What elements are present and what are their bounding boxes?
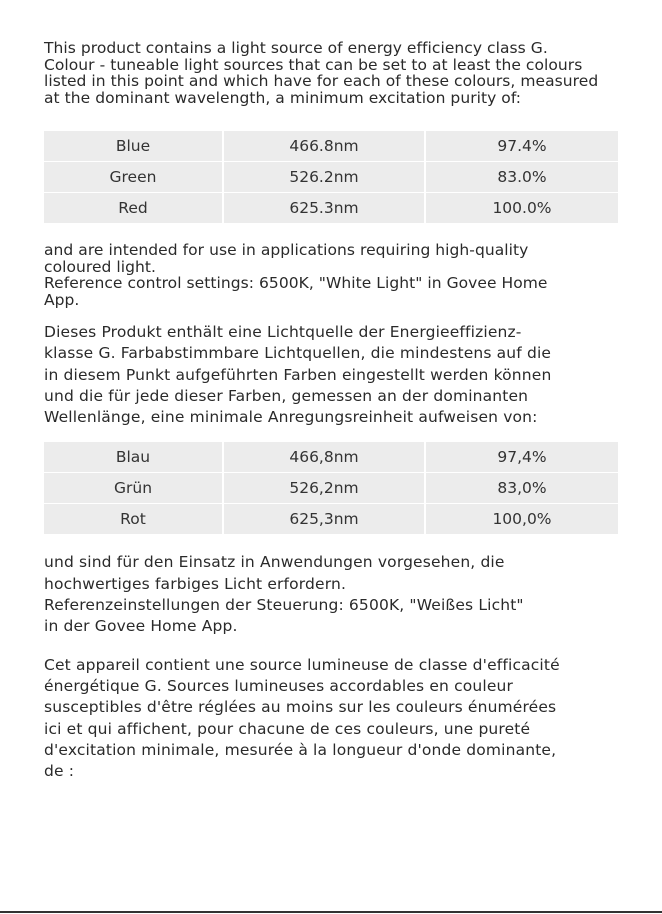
text-line: susceptibles d'être réglées au moins sur les couleurs énumérées xyxy=(44,698,557,717)
color-cell: Red xyxy=(118,199,148,217)
english-outro-paragraph xyxy=(44,242,624,308)
table-row xyxy=(44,473,618,504)
text-line: klasse G. Farbabstimmbare Lichtquellen, die mindestens auf die xyxy=(44,344,552,363)
color-cell: Green xyxy=(44,162,222,193)
text-line: listed in this point and which have for each of these colours, measured xyxy=(44,72,599,90)
text-line: énergétique G. Sources lumineuses accordables en couleur xyxy=(44,676,514,695)
german-section xyxy=(44,322,624,638)
german-purity-table xyxy=(44,442,618,534)
text-line: und sind für den Einsatz in Anwendungen vorgesehen, die xyxy=(44,553,505,572)
table-row xyxy=(44,442,618,473)
text-line: Referenzeinstellungen der Steuerung: 6500K, "Weißes Licht" xyxy=(44,596,524,615)
text-line: Wellenlänge, eine minimale Anregungsreinheit aufweisen von: xyxy=(44,408,538,427)
purity-cell: 83.0% xyxy=(424,162,618,193)
color-cell: Blau xyxy=(44,442,222,473)
english-purity-table xyxy=(44,131,618,223)
text-line: hochwertiges farbiges Licht erfordern. xyxy=(44,574,347,593)
text-line: Cet appareil contient une source lumineuse de classe d'efficacité xyxy=(44,655,560,674)
text-line: coloured light. xyxy=(44,257,156,276)
page-bottom-rule xyxy=(0,911,662,913)
french-intro-paragraph xyxy=(44,655,624,783)
french-section xyxy=(44,655,624,783)
wavelength-cell: 466,8nm xyxy=(222,442,424,473)
color-cell: Grün xyxy=(44,473,222,504)
color-cell: Blue xyxy=(44,131,222,162)
document-page xyxy=(44,40,624,782)
table-row xyxy=(44,131,618,162)
text-line: at the dominant wavelength, a minimum excitation purity of: xyxy=(44,88,522,107)
german-outro-paragraph xyxy=(44,552,624,637)
wavelength-cell: 526.2nm xyxy=(222,162,424,193)
wavelength-cell: 466.8nm xyxy=(222,131,424,162)
purity-cell: 97,4% xyxy=(424,442,618,473)
text-line: in diesem Punkt aufgeführten Farben eingestellt werden können xyxy=(44,365,552,384)
text-line: ici et qui affichent, pour chacune de ces couleurs, une pureté xyxy=(44,719,531,738)
text-line: App. xyxy=(44,290,80,309)
text-line: und die für jede dieser Farben, gemessen an der dominanten xyxy=(44,386,529,405)
text-line: This product contains a light source of energy efficiency class G. xyxy=(44,39,548,57)
table-row xyxy=(44,193,618,223)
purity-cell: 100.0% xyxy=(424,193,618,223)
purity-cell: 83,0% xyxy=(424,473,618,504)
text-line: Colour - tuneable light sources that can be set to at least the colours xyxy=(44,55,583,74)
table-row xyxy=(44,504,618,534)
text-line: Reference control settings: 6500K, "White Light" in Govee Home xyxy=(44,274,548,292)
wavelength-cell: 526,2nm xyxy=(222,473,424,504)
color-cell: Rot xyxy=(120,510,146,529)
purity-cell: 97.4% xyxy=(424,131,618,162)
text-line: d'excitation minimale, mesurée à la longueur d'onde dominante, xyxy=(44,740,557,759)
wavelength-cell: 625,3nm xyxy=(222,504,424,534)
wavelength-cell: 625.3nm xyxy=(222,193,424,223)
text-line: de : xyxy=(44,762,75,781)
text-line: in der Govee Home App. xyxy=(44,617,238,636)
text-line: Dieses Produkt enthält eine Lichtquelle der Energieeffizienz- xyxy=(44,323,522,341)
english-section xyxy=(44,40,624,308)
german-intro-paragraph xyxy=(44,322,624,428)
purity-cell: 100,0% xyxy=(424,504,618,534)
text-line: and are intended for use in applications requiring high-quality xyxy=(44,241,529,259)
english-intro-paragraph xyxy=(44,40,624,106)
table-row xyxy=(44,162,618,193)
